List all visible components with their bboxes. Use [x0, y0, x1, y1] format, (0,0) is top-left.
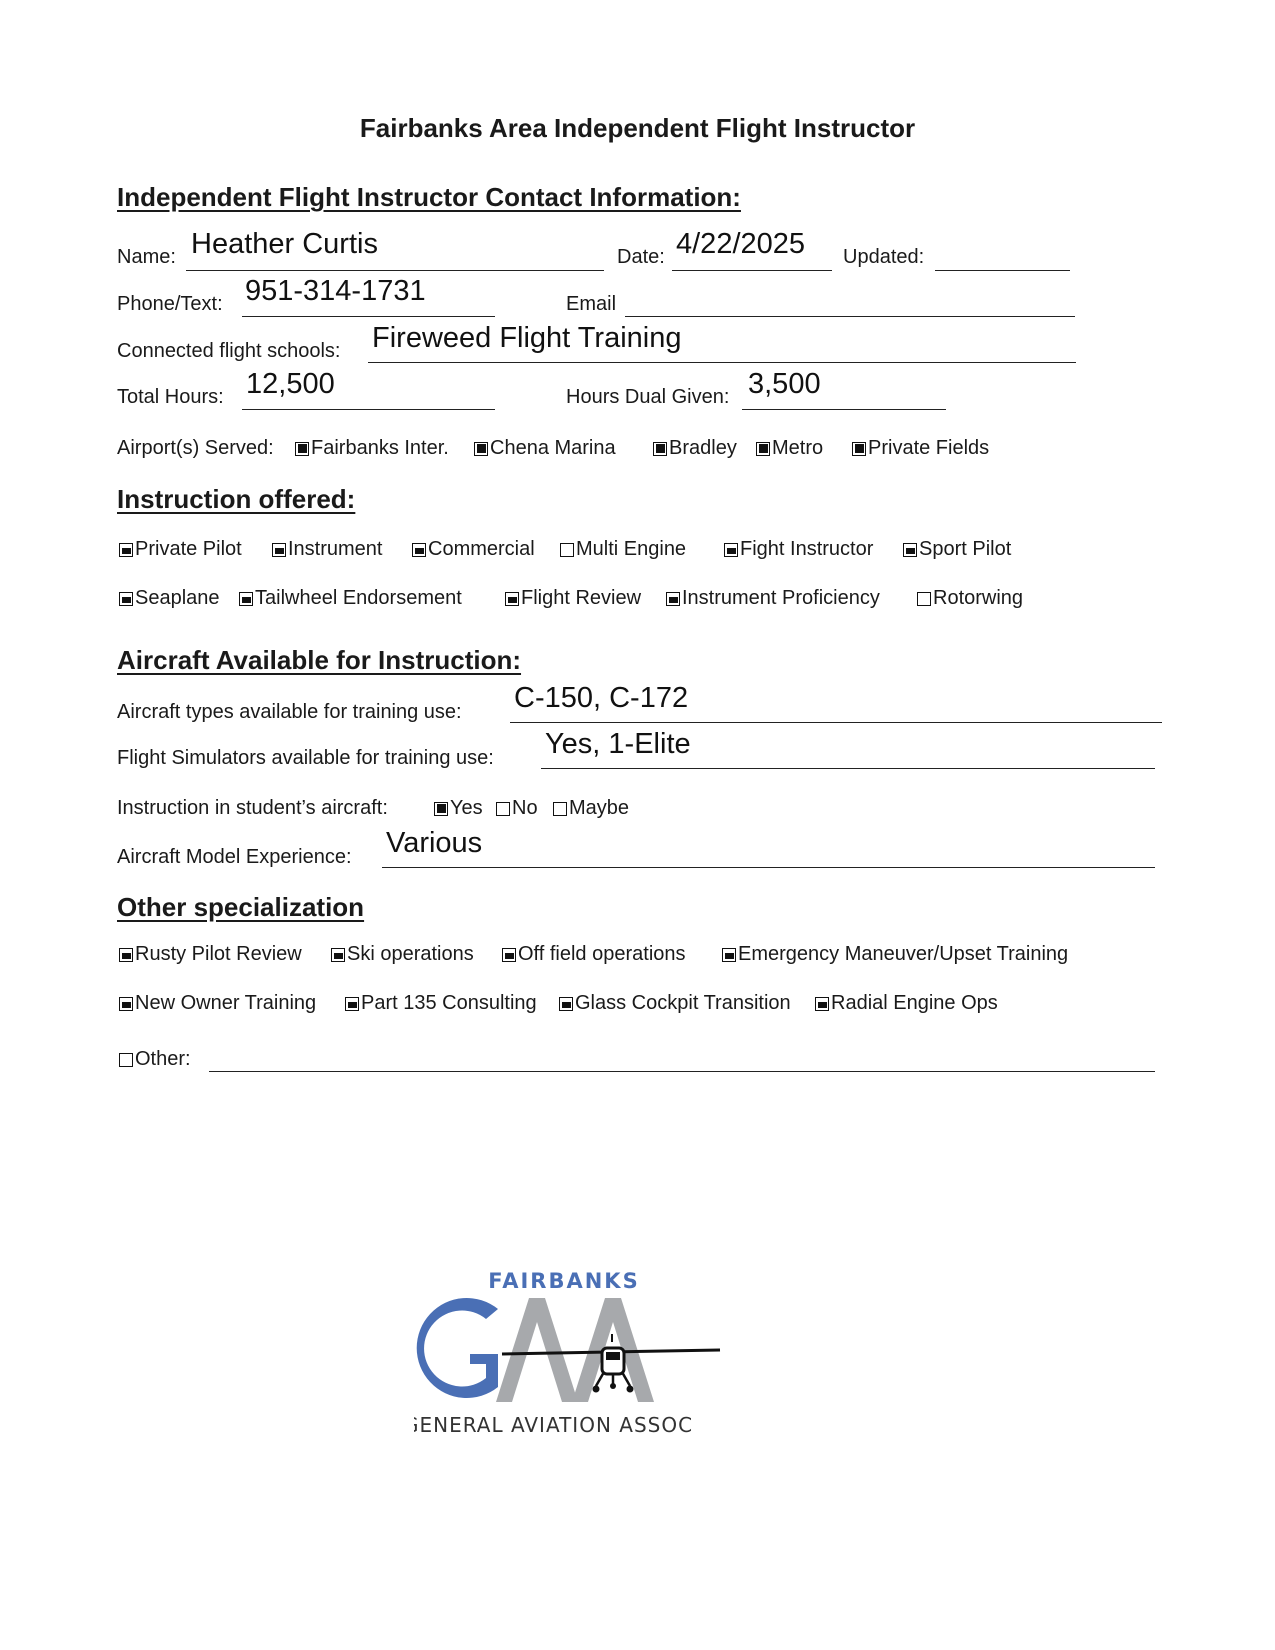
checkbox-option[interactable] [272, 538, 382, 561]
checkbox-option[interactable] [474, 437, 616, 460]
other-label: Other: [135, 1048, 191, 1070]
checked-box-icon[interactable] [119, 997, 133, 1011]
checkbox-option[interactable] [722, 943, 1068, 966]
total-hours-field[interactable]: 12,500 [246, 368, 335, 400]
name-label: Name: [117, 246, 176, 268]
email-field[interactable] [625, 316, 1075, 317]
email-label: Email [566, 293, 617, 315]
option-label: Sport Pilot [919, 538, 1012, 560]
checkbox-option[interactable] [917, 587, 1023, 610]
checkbox-icon[interactable] [917, 592, 931, 606]
checkbox-option[interactable] [653, 437, 737, 460]
student-aircraft-label: Instruction in student’s aircraft: [117, 797, 388, 819]
checkbox-option[interactable] [505, 587, 641, 610]
option-label: New Owner Training [135, 992, 317, 1014]
other-heading: Other specialization [117, 892, 365, 922]
checkbox-option[interactable] [852, 437, 989, 460]
checked-box-icon[interactable] [434, 802, 448, 816]
other-field[interactable] [209, 1071, 1155, 1072]
checked-box-icon[interactable] [345, 997, 359, 1011]
checked-box-icon[interactable] [852, 442, 866, 456]
option-label: Multi Engine [576, 538, 687, 560]
option-label: Off field operations [518, 943, 686, 965]
checked-box-icon[interactable] [272, 543, 286, 557]
checkbox-icon[interactable] [553, 802, 567, 816]
checked-box-icon[interactable] [903, 543, 917, 557]
checkbox-icon[interactable] [119, 1053, 133, 1067]
checkbox-option[interactable] [724, 538, 873, 561]
fairbanks-gaa-logo [414, 1262, 734, 1450]
date-field-line[interactable] [672, 270, 832, 271]
phone-field[interactable]: 951-314-1731 [245, 275, 426, 307]
airports-label: Airport(s) Served: [117, 437, 274, 459]
checkbox-option[interactable] [560, 538, 686, 561]
checked-box-icon[interactable] [666, 592, 680, 606]
checkbox-option[interactable] [496, 797, 538, 820]
model-experience-label: Aircraft Model Experience: [117, 846, 352, 868]
checked-box-icon[interactable] [505, 592, 519, 606]
date-label: Date: [617, 246, 665, 268]
schools-field[interactable]: Fireweed Flight Training [372, 322, 682, 354]
aircraft-heading: Aircraft Available for Instruction: [117, 645, 522, 675]
option-label: Flight Review [521, 587, 642, 609]
dual-hours-field[interactable]: 3,500 [748, 368, 821, 400]
contact-heading: Independent Flight Instructor Contact Information: [117, 182, 741, 212]
checkbox-option[interactable] [559, 992, 791, 1015]
checkbox-option[interactable] [903, 538, 1011, 561]
updated-label: Updated: [843, 246, 925, 268]
option-label: Private Fields [868, 437, 990, 459]
option-label: Rusty Pilot Review [135, 943, 302, 965]
checkbox-option[interactable] [502, 943, 686, 966]
checkbox-option[interactable] [434, 797, 483, 820]
checked-box-icon[interactable] [474, 442, 488, 456]
checkbox-option[interactable] [295, 437, 449, 460]
checked-box-icon[interactable] [559, 997, 573, 1011]
option-label: Chena Marina [490, 437, 616, 459]
simulators-field[interactable]: Yes, 1-Elite [545, 728, 691, 760]
option-label: Rotorwing [933, 587, 1024, 609]
model-experience-field[interactable]: Various [386, 827, 483, 859]
option-label: Seaplane [135, 587, 220, 609]
checked-box-icon[interactable] [756, 442, 770, 456]
checked-box-icon[interactable] [239, 592, 253, 606]
checkbox-option[interactable] [119, 538, 242, 561]
phone-field-line[interactable] [242, 316, 495, 317]
schools-label: Connected flight schools: [117, 340, 341, 362]
checkbox-option[interactable] [553, 797, 629, 820]
option-label: Tailwheel Endorsement [255, 587, 462, 609]
checked-box-icon[interactable] [331, 948, 345, 962]
total-hours-label: Total Hours: [117, 386, 224, 408]
schools-field-line[interactable] [368, 362, 1076, 363]
checkbox-option[interactable] [119, 992, 316, 1015]
checked-box-icon[interactable] [295, 442, 309, 456]
option-label: Metro [772, 437, 824, 459]
option-label: Glass Cockpit Transition [575, 992, 791, 1014]
option-label: No [512, 797, 538, 819]
instruction-heading: Instruction offered: [117, 484, 356, 514]
option-label: Yes [450, 797, 483, 819]
option-label: Private Pilot [135, 538, 242, 560]
checkbox-option[interactable] [756, 437, 823, 460]
simulators-label: Flight Simulators available for training use: [117, 747, 494, 769]
option-label: Fairbanks Inter. [311, 437, 449, 459]
aircraft-types-line[interactable] [510, 722, 1162, 723]
checked-box-icon[interactable] [119, 592, 133, 606]
option-label: Part 135 Consulting [361, 992, 537, 1014]
checkbox-icon[interactable] [496, 802, 510, 816]
logo-bottom-text: GENERAL AVIATION ASSOC [414, 1413, 694, 1437]
checkbox-option[interactable] [815, 992, 998, 1015]
checkbox-icon[interactable] [560, 543, 574, 557]
aircraft-types-field[interactable]: C-150, C-172 [514, 682, 689, 714]
model-experience-line[interactable] [382, 867, 1155, 868]
checked-box-icon[interactable] [119, 948, 133, 962]
checked-box-icon[interactable] [502, 948, 516, 962]
logo-top-text: FAIRBANKS [488, 1269, 640, 1293]
aircraft-types-label: Aircraft types available for training use: [117, 701, 462, 723]
other-option[interactable] [119, 1048, 191, 1071]
checked-box-icon[interactable] [412, 543, 426, 557]
option-label: Instrument [288, 538, 383, 560]
option-label: Commercial [428, 538, 535, 560]
total-hours-line[interactable] [242, 409, 495, 410]
option-label: Maybe [569, 797, 630, 819]
phone-label: Phone/Text: [117, 293, 223, 315]
logo-g-letter [417, 1298, 498, 1398]
checked-box-icon[interactable] [722, 948, 736, 962]
checkbox-option[interactable] [345, 992, 537, 1015]
checkbox-option[interactable] [119, 587, 220, 610]
checked-box-icon[interactable] [724, 543, 738, 557]
dual-hours-label: Hours Dual Given: [566, 386, 730, 408]
option-label: Bradley [669, 437, 737, 459]
option-label: Radial Engine Ops [831, 992, 998, 1014]
checked-box-icon[interactable] [119, 543, 133, 557]
updated-field[interactable] [935, 270, 1070, 271]
checkbox-option[interactable] [666, 587, 880, 610]
page-title: Fairbanks Area Independent Flight Instructor [359, 113, 916, 143]
checked-box-icon[interactable] [815, 997, 829, 1011]
option-label: Instrument Proficiency [682, 587, 880, 609]
option-label: Fight Instructor [740, 538, 874, 560]
checkbox-option[interactable] [412, 538, 535, 561]
airplane-icon [502, 1334, 720, 1393]
option-label: Emergency Maneuver/Upset Training [738, 943, 1069, 965]
checkbox-option[interactable] [331, 943, 474, 966]
dual-hours-line[interactable] [742, 409, 946, 410]
name-field-line[interactable] [186, 270, 604, 271]
date-field[interactable]: 4/22/2025 [676, 228, 806, 260]
simulators-line[interactable] [541, 768, 1155, 769]
checked-box-icon[interactable] [653, 442, 667, 456]
name-field[interactable]: Heather Curtis [191, 228, 378, 260]
option-label: Ski operations [347, 943, 474, 965]
checkbox-option[interactable] [239, 587, 462, 610]
checkbox-option[interactable] [119, 943, 302, 966]
logo-a-letter [496, 1298, 578, 1402]
